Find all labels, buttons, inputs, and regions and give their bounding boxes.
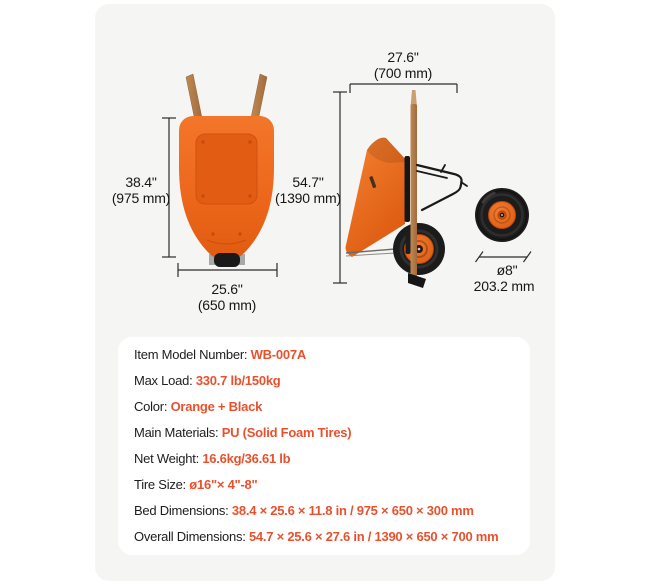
axle-pin: [501, 214, 503, 216]
side-view-figure: [275, 49, 467, 288]
product-dimension-card: [95, 4, 555, 581]
spec-row-overall-dimensions: [134, 530, 514, 544]
spec-row-color: [134, 400, 514, 414]
top-view-height-mm: (975 mm): [111, 190, 171, 206]
dimension-figures: [95, 4, 555, 334]
rivet: [201, 194, 204, 197]
top-view-width-dimension: [178, 263, 277, 313]
spec-value: 16.6kg/36.61 lb: [202, 451, 291, 466]
spec-value: 330.7 lb/150kg: [195, 373, 281, 388]
side-view-wheel: [393, 223, 445, 275]
top-view-width-in: 25.6": [211, 281, 243, 297]
spec-value: 54.7 × 25.6 × 27.6 in / 1390 × 650 × 700 mm: [248, 529, 499, 544]
spec-row-model: [134, 348, 514, 362]
side-view-height-mm: (1390 mm): [275, 190, 341, 206]
spec-row-max-load: [134, 374, 514, 388]
spec-value: WB-007A: [250, 347, 306, 362]
spec-label: Main Materials:: [134, 425, 219, 440]
spec-label: Net Weight:: [134, 451, 199, 466]
spec-label: Bed Dimensions:: [134, 503, 229, 518]
spec-label: Max Load:: [134, 373, 193, 388]
wheelbarrow-handle-left: [186, 74, 202, 121]
spec-label: Tire Size:: [134, 477, 186, 492]
wheelbarrow-handle-right: [251, 74, 267, 121]
spec-row-net-weight: [134, 452, 514, 466]
spec-label: Color:: [134, 399, 168, 414]
rivet: [211, 232, 214, 235]
wheel-figure: [474, 188, 535, 294]
side-view-depth-mm: (700 mm): [373, 65, 433, 81]
wheel-diameter-mm: 203.2 mm: [473, 278, 535, 294]
top-view-width-mm: (650 mm): [197, 297, 257, 313]
spec-value: PU (Solid Foam Tires): [221, 425, 352, 440]
spec-value: ø16"× 4"-8": [189, 477, 258, 492]
rivet: [248, 194, 251, 197]
spec-row-tire-size: [134, 478, 514, 492]
wheelbarrow-handle-side: [411, 104, 418, 284]
top-view-figure: [112, 74, 277, 313]
specs-panel: [118, 337, 530, 555]
rivet: [201, 140, 204, 143]
rivet: [238, 232, 241, 235]
side-view-height-dimension: [275, 92, 347, 283]
top-view-height-in: 38.4": [125, 174, 157, 190]
spec-value: 38.4 × 25.6 × 11.8 in / 975 × 650 × 300 mm: [231, 503, 474, 518]
handle-pad-lower: [406, 228, 411, 254]
wheel-diameter-dimension: [474, 252, 535, 295]
side-view-depth-dimension: [350, 49, 457, 93]
top-view-height-dimension: [112, 118, 176, 257]
wheel-diameter-in: ø8": [496, 262, 518, 278]
side-view-height-in: 54.7": [292, 174, 324, 190]
side-view-depth-in: 27.6": [387, 49, 419, 65]
spec-value: Orange + Black: [170, 399, 263, 414]
rivet: [248, 140, 251, 143]
bucket-floor-panel: [196, 134, 257, 204]
spec-row-bed-dimensions: [134, 504, 514, 518]
front-wheel-top-view: [214, 253, 240, 267]
spec-label: Item Model Number:: [134, 347, 248, 362]
frame-tubes: [417, 165, 467, 210]
handle-pad-upper: [405, 156, 411, 222]
spec-row-materials: [134, 426, 514, 440]
spec-label: Overall Dimensions:: [134, 529, 246, 544]
